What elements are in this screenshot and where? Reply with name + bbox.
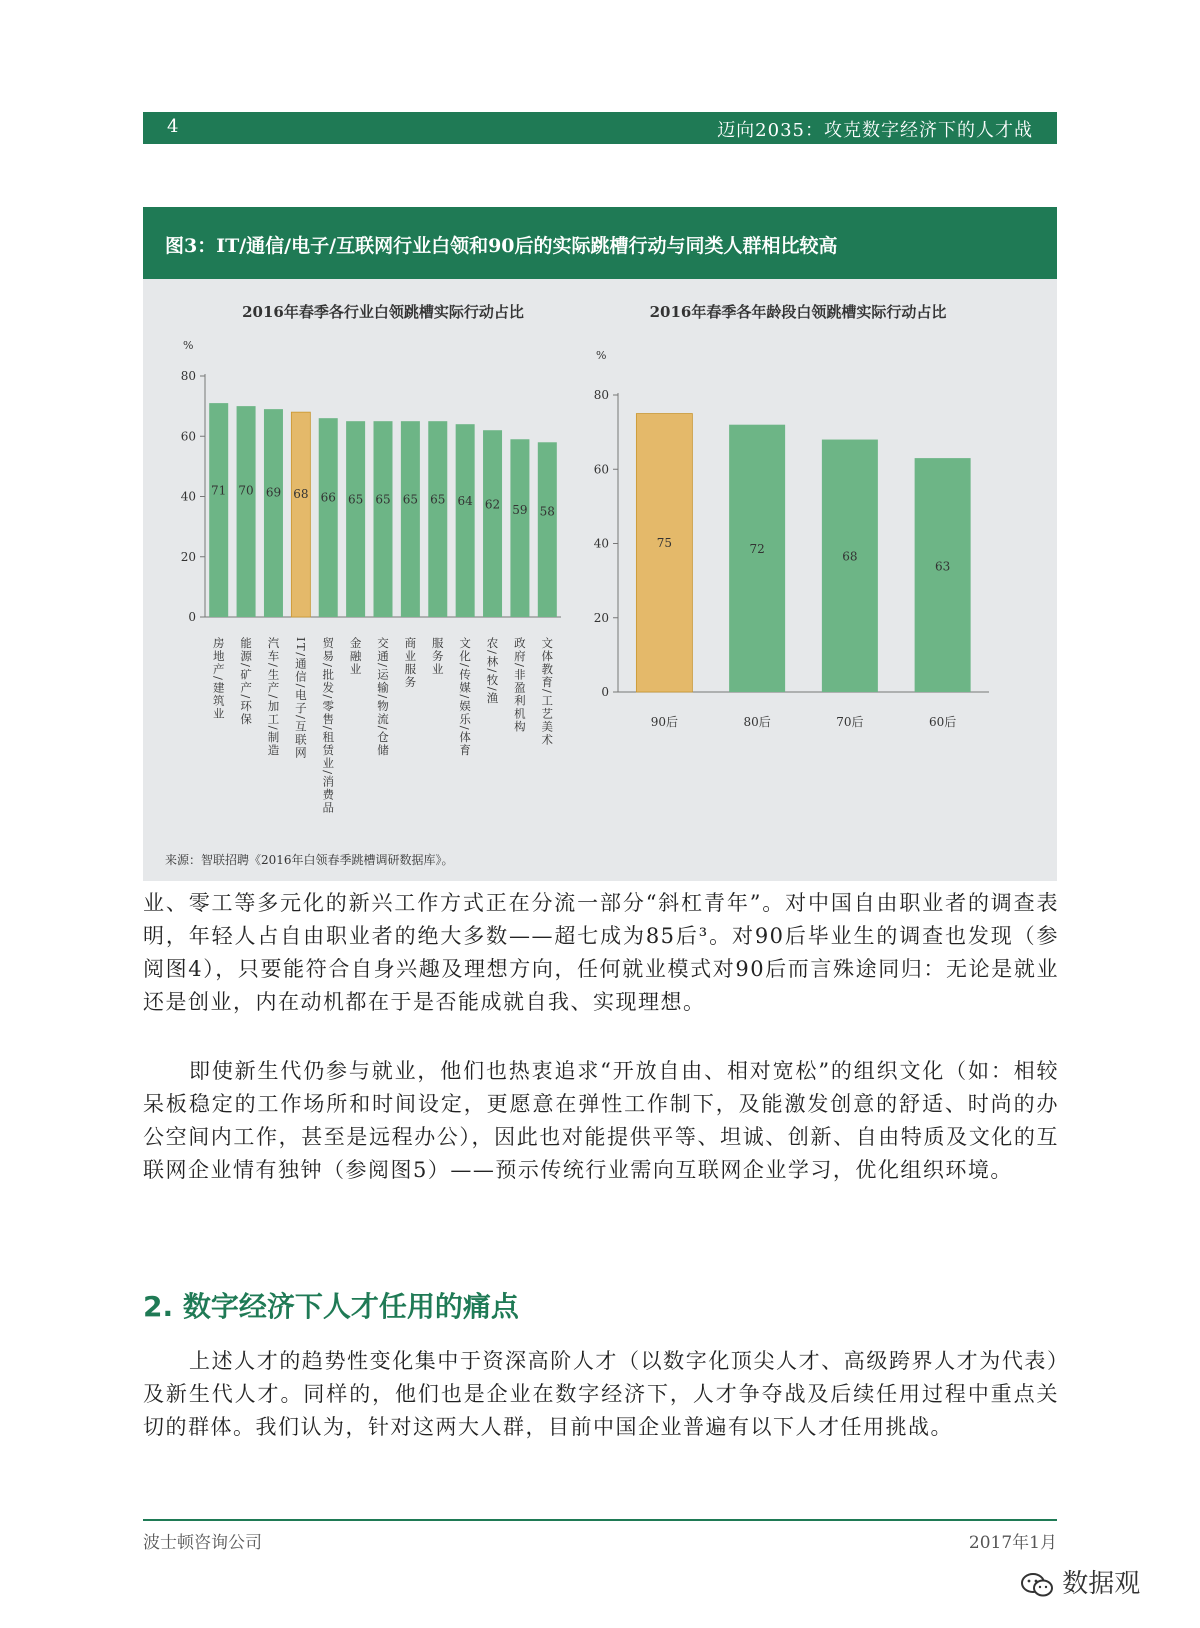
x-tick-label: 农/林/牧/渔 [485, 637, 500, 706]
bar [401, 421, 420, 617]
data-label: 68 [842, 549, 858, 564]
body-paragraph-1: 业、零工等多元化的新兴工作方式正在分流一部分“斜杠青年”。对中国自由职业者的调查表明，年轻人占自由职业者的绝大多数——超七成为85后³。对90后毕业生的调查也发现（参阅图4），只要能符合自身兴趣及理想方向，任何就业模式对90后而言殊途同归：无论是就业还是创业，内在动机都在于是否能成就自我、实现理想。 [143, 891, 1059, 1014]
bar [915, 458, 971, 692]
footer-company: 波士顿咨询公司 [143, 1533, 262, 1553]
data-label: 75 [656, 536, 673, 551]
x-tick-label: 60后 [928, 715, 957, 729]
wechat-icon [1020, 1572, 1054, 1598]
charts-svg [143, 279, 1057, 881]
bar [538, 442, 557, 617]
running-title: 迈向2035：攻克数字经济下的人才战 [717, 120, 1033, 141]
bar [264, 409, 283, 617]
body-paragraph-2: 即使新生代仍参与就业，他们也热衷追求“开放自由、相对宽松”的组织文化（如：相较呆板稳定的工作场所和时间设定，更愿意在弹性工作制下，及能激发创意的舒适、时尚的办公空间内工作，甚至是远程办公），因此也对能提供平等、坦诚、创新、自由特质及文化的互联网企业情有独钟（参阅图5）——预示传统行业需向互联网企业学习，优化组织环境。 [143, 1059, 1059, 1182]
x-tick-label: 服务业 [430, 637, 445, 676]
bar [510, 439, 529, 617]
data-label: 68 [293, 487, 309, 502]
x-tick-label: 商业服务 [403, 637, 418, 689]
bar [237, 406, 256, 617]
x-tick-label: 贸易/批发/零售/租赁业/消费品 [321, 637, 336, 815]
data-label: 65 [430, 492, 446, 507]
y-tick-label: 0 [601, 685, 609, 699]
footer-divider [143, 1519, 1057, 1521]
bar [483, 430, 502, 617]
x-tick-label: 政府/非盈利机构 [512, 637, 527, 734]
section-heading: 2. 数字经济下人才任用的痛点 [143, 1290, 519, 1323]
x-tick-label: 金融业 [348, 637, 363, 676]
bar [729, 425, 785, 692]
watermark-text: 数据观 [1062, 1569, 1141, 1599]
data-label: 63 [934, 559, 951, 574]
data-label: 58 [539, 504, 555, 519]
page-number: 4 [167, 116, 179, 137]
body-paragraph-3: 上述人才的趋势性变化集中于资深高阶人才（以数字化顶尖人才、高级跨界人才为代表）及新生代人才。同样的，他们也是企业在数字经济下，人才争夺战及后续任用过程中重点关切的群体。我们认为，针对这两大人群，目前中国企业普遍有以下人才任用挑战。 [143, 1349, 1059, 1439]
data-label: 64 [457, 494, 473, 509]
data-label: 59 [512, 502, 528, 517]
x-tick-label: IT/通信/电子/互联网 [293, 637, 308, 760]
bar [346, 421, 365, 617]
x-tick-label: 文体教育/工艺美术 [540, 637, 555, 747]
y-tick-label: 80 [593, 388, 609, 402]
x-tick-label: 70后 [836, 715, 864, 729]
data-label: 70 [238, 483, 254, 498]
figure-source: 来源：智联招聘《2016年白领春季跳槽调研数据库》。 [165, 853, 454, 867]
figure-title-bar [143, 207, 1057, 279]
x-tick-label: 房地产/建筑业 [211, 637, 226, 721]
y-tick-label: 80 [180, 369, 196, 383]
figure-title: 图3：IT/通信/电子/互联网行业白领和90后的实际跳槽行动与同类人群相比较高 [165, 235, 838, 257]
bar [291, 412, 310, 617]
bar [428, 421, 447, 617]
y-tick-label: 20 [180, 549, 196, 564]
data-label: 65 [375, 492, 391, 507]
bar [374, 421, 393, 617]
x-tick-label: 文化/传媒/娱乐/体育 [458, 637, 473, 758]
data-label: 66 [320, 490, 336, 505]
x-tick-label: 能源/矿产/环保 [239, 637, 254, 726]
data-label: 65 [402, 492, 419, 507]
watermark [1020, 1563, 1140, 1600]
chart-title: 2016年春季各年龄段白领跳槽实际行动占比 [649, 303, 947, 321]
data-label: 65 [347, 492, 364, 507]
y-tick-label: 40 [180, 489, 196, 504]
footer-date: 2017年1月 [968, 1533, 1057, 1553]
x-tick-label: 汽车/生产/加工/制造 [266, 637, 281, 758]
data-label: 62 [484, 497, 501, 512]
bar [319, 418, 338, 617]
data-label: 71 [211, 483, 227, 498]
x-tick-label: 80后 [743, 715, 771, 729]
y-axis-unit: % [596, 349, 607, 362]
y-tick-label: 0 [188, 610, 196, 624]
x-tick-label: 交通/运输/物流/仓储 [376, 637, 390, 758]
y-tick-label: 40 [593, 536, 609, 551]
y-tick-label: 20 [593, 610, 609, 625]
figure-body [143, 279, 1057, 881]
x-tick-label: 90后 [650, 715, 679, 729]
y-tick-label: 60 [180, 429, 196, 444]
y-tick-label: 60 [593, 462, 609, 477]
data-label: 72 [749, 542, 765, 557]
bar [209, 403, 228, 617]
header-bar [143, 112, 1057, 144]
bar [456, 424, 475, 617]
bar [822, 440, 878, 692]
chart-title: 2016年春季各行业白领跳槽实际行动占比 [242, 303, 524, 321]
bar [636, 414, 692, 692]
data-label: 69 [265, 485, 282, 500]
y-axis-unit: % [183, 339, 194, 352]
